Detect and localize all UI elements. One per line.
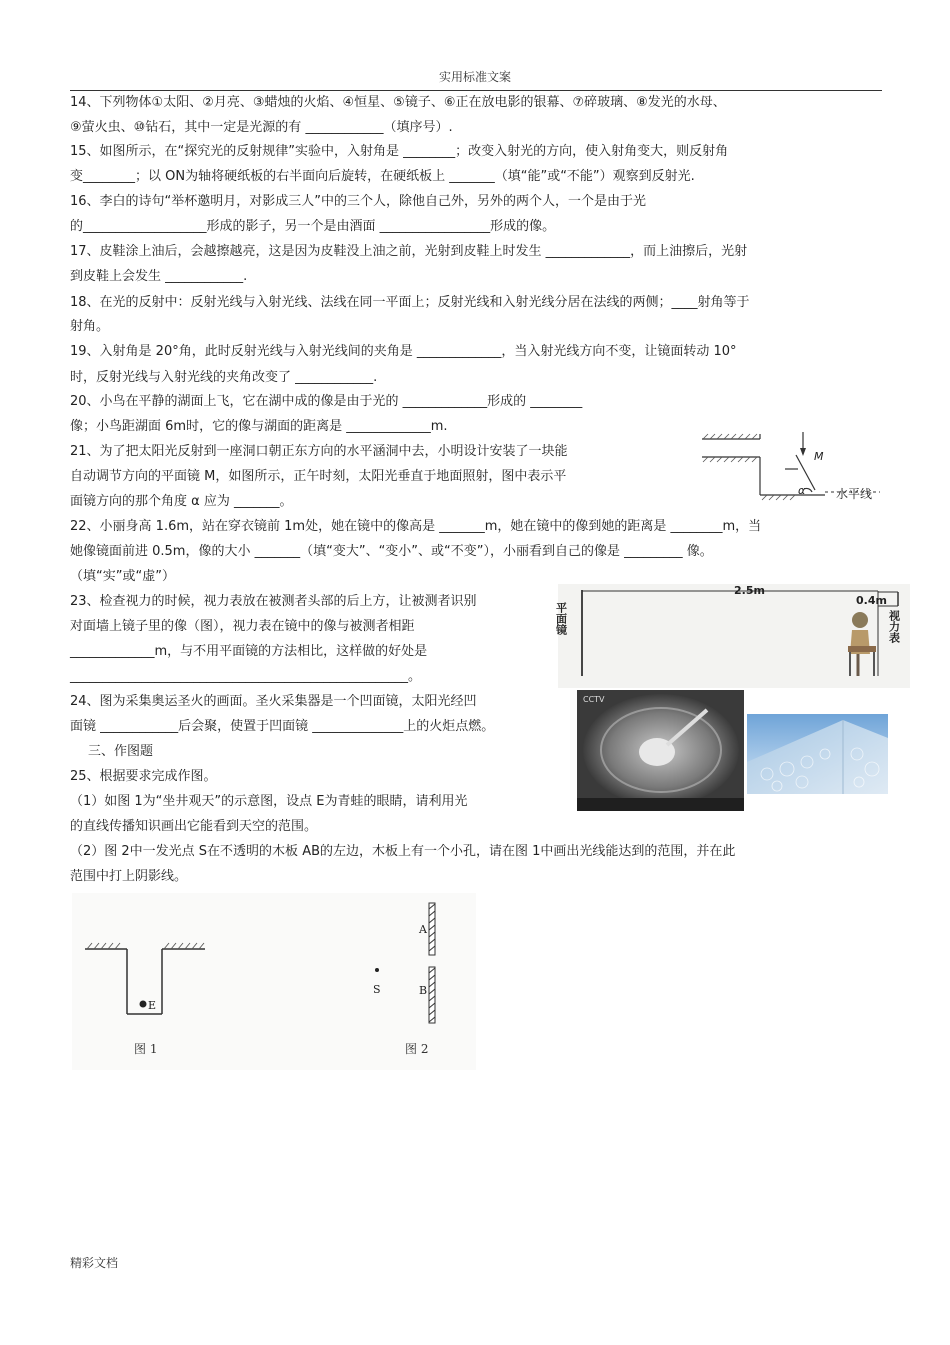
q15-line2: 变________；以 ON为轴将硬纸板的右半面向后旋转，在硬纸板上 _______（填“能”或“不能”）观察到反射光.: [70, 169, 695, 184]
q25-line5: 范围中打上阴影线。: [70, 869, 188, 884]
q23-line1: 23、检查视力的时候，视力表放在被测者头部的后上方，让被测者识别: [70, 594, 477, 609]
q17-line1: 17、皮鞋涂上油后，会越擦越亮，这是因为皮鞋没上油之前，光射到皮鞋上时发生 _____________，而上油擦后，光射: [70, 244, 748, 259]
q22-line1: 22、小丽身高 1.6m，站在穿衣镜前 1m处，她在镜中的像高是 _______m，她在镜中的像到她的距离是 ________m，当: [70, 519, 762, 534]
q16-line1: 16、李白的诗句“举杯邀明月，对影成三人”中的三个人，除他自己外，另外的两个人，一个是由于光: [70, 194, 647, 209]
q15-line1: 15、如图所示，在“探究光的反射规律”实验中，入射角是 ________；改变入射光的方向，使入射角变大，则反射角: [70, 144, 729, 159]
label-chart: 视力表: [887, 610, 901, 643]
label-b: B: [419, 984, 428, 997]
q23-line3: _____________m，与不用平面镜的方法相比，这样做的好处是: [70, 644, 428, 659]
q20-line2: 像；小鸟距湖面 6m时，它的像与湖面的距离是 _____________m.: [70, 419, 448, 434]
q22-line3: （填“实”或“虚”）: [70, 569, 175, 584]
q24-line2: 面镜 ____________后会聚，使置于凹面镜 ______________上的火炬点燃。: [70, 719, 495, 734]
figure-1-caption: 图 1: [134, 1042, 158, 1056]
photo-logo: CCTV: [583, 695, 605, 704]
q22-line2: 她像镜面前进 0.5m，像的大小 _______（填“变大”、“变小”、或“不变”），小丽看到自己的像是 _________ 像。: [70, 544, 713, 559]
q14-line1: 14、下列物体①太阳、②月亮、③蜡烛的火焰、④恒星、⑤镜子、⑥正在放电影的银幕、⑦碎玻璃、⑧发光的水母、: [70, 95, 726, 110]
point-e-icon: [140, 1001, 147, 1008]
q16-line2: 的___________________形成的影子，另一个是由酒面 _________________形成的像。: [70, 219, 556, 234]
q17-line2: 到皮鞋上会发生 ____________.: [70, 269, 248, 284]
label-s: S: [373, 983, 381, 996]
page-header: 实用标准文案: [438, 70, 511, 84]
label-alpha: α: [798, 484, 806, 497]
q21-line1: 21、为了把太阳光反射到一座洞口朝正东方向的水平涵洞中去，小明设计安装了一块能: [70, 444, 568, 459]
section-heading: 三、作图题: [88, 744, 154, 759]
figures-q25: [72, 893, 476, 1070]
q19-line1: 19、入射角是 20°角，此时反射光线与入射光线间的夹角是 _____________，当入射光线方向不变，让镜面转动 10°: [70, 344, 737, 359]
label-horizontal: 水平线: [836, 487, 873, 501]
figure-2-caption: 图 2: [405, 1042, 429, 1056]
q25-line1: 25、根据要求完成作图。: [70, 769, 217, 784]
q18-line2: 射角。: [70, 319, 110, 334]
photo-concave-mirror: [577, 690, 744, 811]
q19-line2: 时，反射光线与入射光线的夹角改变了 ____________.: [70, 370, 378, 385]
photo-water-cube: [747, 714, 888, 794]
q25-line4: （2）图 2中一发光点 S在不透明的木板 AB的左边，木板上有一个小孔，请在图 1中画出光线能达到的范围，并在此: [70, 844, 736, 859]
q23-line4: ____________________________________________________。: [70, 669, 421, 684]
label-height: 0.4m: [856, 594, 887, 607]
q18-line1: 18、在光的反射中：反射光线与入射光线、法线在同一平面上；反射光线和入射光线分居在法线的两侧；____射角等于: [70, 295, 750, 310]
page-footer: 精彩文档: [70, 1256, 119, 1270]
q21-line3: 面镜方向的那个角度 α 应为 _______。: [70, 494, 293, 509]
label-m: M: [814, 450, 824, 463]
label-mirror: 平面镜: [554, 602, 568, 635]
figure-q23-vision-test: [554, 584, 910, 688]
q14-line2: ⑨萤火虫、⑩钻石，其中一定是光源的有 ____________（填序号）.: [70, 120, 453, 135]
q23-line2: 对面墙上镜子里的像（图），视力表在镜中的像与被测者相距: [70, 619, 415, 634]
q21-line2: 自动调节方向的平面镜 M，如图所示，正午时刻，太阳光垂直于地面照射，图中表示平: [70, 469, 567, 484]
q25-line2: （1）如图 1为“坐井观天”的示意图，设点 E为青蛙的眼睛，请利用光: [70, 794, 468, 809]
label-distance: 2.5m: [734, 584, 765, 597]
q25-line3: 的直线传播知识画出它能看到天空的范围。: [70, 819, 318, 834]
figure-q21-mirror: [700, 430, 885, 502]
point-s-icon: [375, 968, 379, 972]
label-a: A: [419, 923, 427, 936]
header-rule: [70, 90, 882, 91]
q20-line1: 20、小鸟在平静的湖面上飞，它在湖中成的像是由于光的 _____________形成的 ________: [70, 394, 583, 409]
label-e: E: [148, 999, 157, 1012]
q24-line1: 24、图为采集奥运圣火的画面。圣火采集器是一个凹面镜，太阳光经凹: [70, 694, 477, 709]
